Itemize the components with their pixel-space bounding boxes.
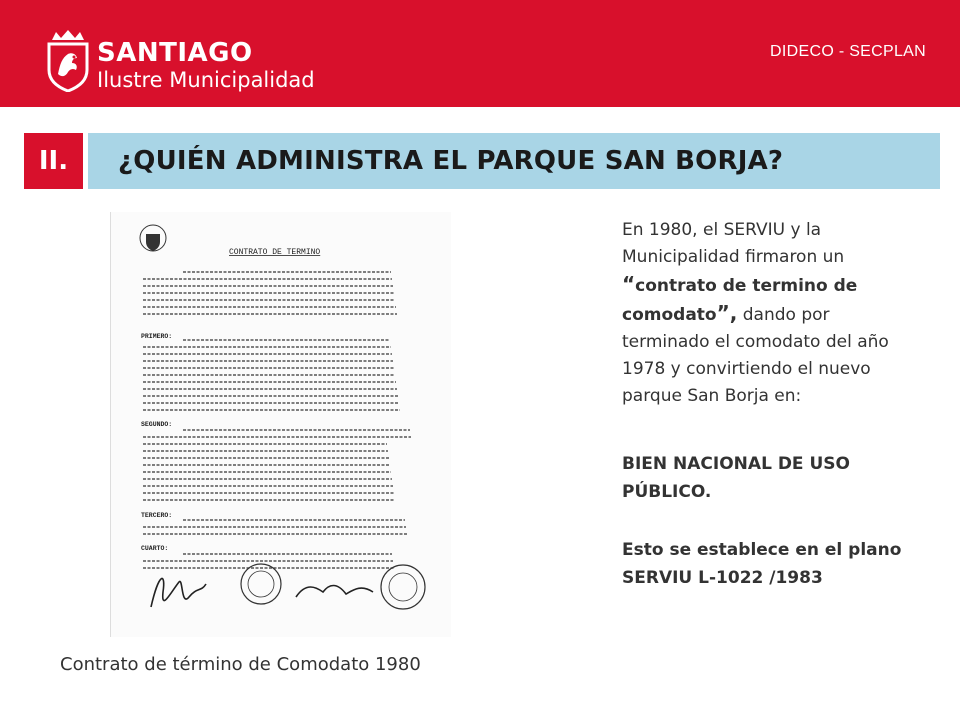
section-title-bar — [88, 133, 940, 189]
clause-label-4: CUARTO: — [141, 545, 169, 552]
department-label: DIDECO - SECPLAN — [770, 43, 926, 60]
body-paragraph — [622, 217, 922, 410]
plano-text: Esto se establece en el plano SERVIU L-1022 /1983 — [622, 540, 902, 588]
bien-nacional-text: BIEN NACIONAL DE USO PÚBLICO. — [622, 454, 850, 502]
contract-document-scan — [110, 212, 451, 637]
document-scan-graphic — [111, 212, 451, 637]
document-caption: Contrato de término de Comodato 1980 — [60, 654, 421, 675]
open-quote: “ — [622, 272, 636, 296]
santiago-shield-logo — [46, 30, 90, 92]
body-intro: En 1980, el SERVIU y la Municipalidad firmaron un — [622, 220, 845, 267]
brand-subtitle: Ilustre Municipalidad — [97, 68, 315, 92]
contract-name: contrato de termino de comodato — [622, 276, 858, 325]
clause-label-3: TERCERO: — [141, 512, 173, 519]
clause-label-2: SEGUNDO: — [141, 421, 173, 428]
section-title: ¿QUIÉN ADMINISTRA EL PARQUE SAN BORJA? — [118, 146, 784, 176]
brand-name: SANTIAGO — [97, 38, 253, 68]
clause-label-1: PRIMERO: — [141, 333, 173, 340]
header-bar — [0, 0, 960, 107]
body-rest: dando por terminado el comodato del año 1978 y convirtiendo el nuevo parque San Borja en: — [622, 305, 889, 406]
close-quote: ”, — [716, 301, 738, 325]
section-number: II. — [24, 133, 83, 189]
doc-title: CONTRATO DE TERMINO — [229, 248, 321, 257]
